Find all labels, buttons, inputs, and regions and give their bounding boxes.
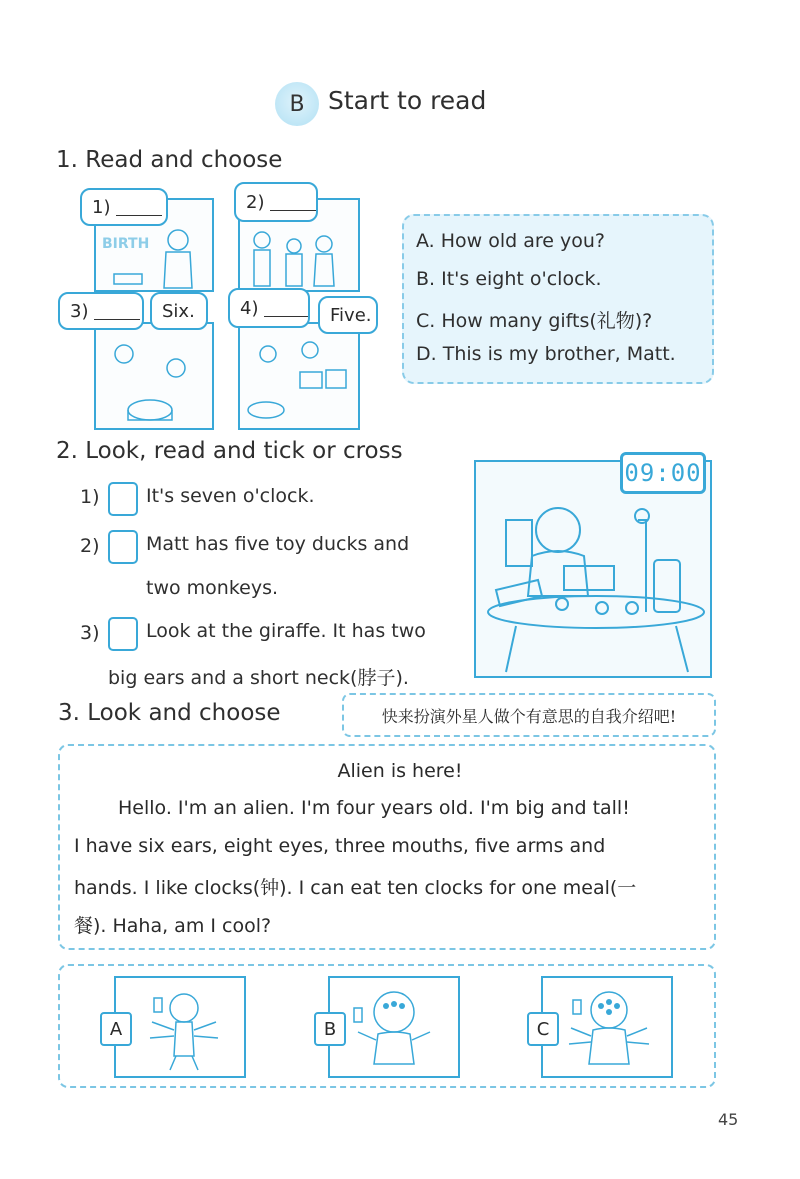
bubble-2 xyxy=(234,182,318,222)
digital-clock xyxy=(620,452,706,494)
tip-text: 快来扮演外星人做个有意思的自我介绍吧! xyxy=(381,706,677,726)
comic-panel-4-illustration xyxy=(240,324,358,428)
comic-panel-4 xyxy=(238,322,360,430)
item-3-number: 3) xyxy=(80,622,100,644)
bubble-2-label: 2) xyxy=(246,191,265,213)
option-b: B. It's eight o'clock. xyxy=(416,268,602,290)
comic-panel-3 xyxy=(94,322,214,430)
option-d: D. This is my brother, Matt. xyxy=(416,343,676,365)
item-1-text: It's seven o'clock. xyxy=(146,485,315,507)
comic-panel-3-illustration xyxy=(96,324,212,428)
answer-blank-4[interactable] xyxy=(264,300,308,317)
bubble-five xyxy=(318,296,378,334)
choice-c-letter: C xyxy=(536,1018,550,1040)
story-line-1: Hello. I'm an alien. I'm four years old. I'm big and tall! xyxy=(118,797,630,819)
section-badge-letter: B xyxy=(289,91,305,117)
clock-time: 09:00 xyxy=(624,459,702,487)
bubble-six xyxy=(150,292,208,330)
tick-box-1[interactable] xyxy=(108,482,138,516)
item-2-number: 2) xyxy=(80,535,100,557)
tip-box xyxy=(342,693,716,737)
answer-blank-3[interactable] xyxy=(94,303,140,320)
room-illustration xyxy=(476,462,710,676)
tick-box-3[interactable] xyxy=(108,617,138,651)
story-line-4: 餐). Haha, am I cool? xyxy=(74,915,272,937)
bubble-3-label: 3) xyxy=(70,300,89,322)
bubble-five-text: Five. xyxy=(330,304,372,326)
item-3-text-line1: Look at the giraffe. It has two xyxy=(146,620,426,642)
section1-heading: 1. Read and choose xyxy=(56,147,283,173)
alien-picture-a xyxy=(114,976,246,1078)
choice-a-box[interactable] xyxy=(100,1012,132,1046)
story-line-3: hands. I like clocks(钟). I can eat ten clocks for one meal(一 xyxy=(74,877,637,899)
svg-text:BIRTH: BIRTH xyxy=(102,236,150,252)
section2-heading: 2. Look, read and tick or cross xyxy=(56,438,403,464)
item-1-number: 1) xyxy=(80,486,100,508)
bubble-3 xyxy=(58,292,144,330)
choice-b-letter: B xyxy=(323,1018,337,1040)
item-2-text-line2: two monkeys. xyxy=(146,577,279,599)
bubble-4-label: 4) xyxy=(240,297,259,319)
alien-b-illustration xyxy=(330,978,458,1076)
alien-picture-c xyxy=(541,976,673,1078)
bubble-six-text: Six. xyxy=(162,300,195,322)
section-badge xyxy=(275,82,319,126)
choice-a-letter: A xyxy=(109,1018,123,1040)
choice-b-box[interactable] xyxy=(314,1012,346,1046)
story-line-2: I have six ears, eight eyes, three mouths, five arms and xyxy=(74,835,606,857)
bubble-1-label: 1) xyxy=(92,196,111,218)
section3-heading: 3. Look and choose xyxy=(58,700,281,726)
answer-blank-1[interactable] xyxy=(116,199,162,216)
alien-a-illustration xyxy=(116,978,244,1076)
option-c: C. How many gifts(礼物)? xyxy=(416,310,653,332)
bubble-1 xyxy=(80,188,168,226)
option-a: A. How old are you? xyxy=(416,230,605,252)
story-title: Alien is here! xyxy=(337,760,463,782)
page-number: 45 xyxy=(718,1110,739,1129)
choice-c-box[interactable] xyxy=(527,1012,559,1046)
section-title: Start to read xyxy=(328,86,487,115)
alien-c-illustration xyxy=(543,978,671,1076)
item-3-text-line2: big ears and a short neck(脖子). xyxy=(108,667,409,689)
answer-blank-2[interactable] xyxy=(270,194,316,211)
tick-box-2[interactable] xyxy=(108,530,138,564)
alien-picture-b xyxy=(328,976,460,1078)
bubble-4 xyxy=(228,288,310,328)
item-2-text-line1: Matt has five toy ducks and xyxy=(146,533,410,555)
